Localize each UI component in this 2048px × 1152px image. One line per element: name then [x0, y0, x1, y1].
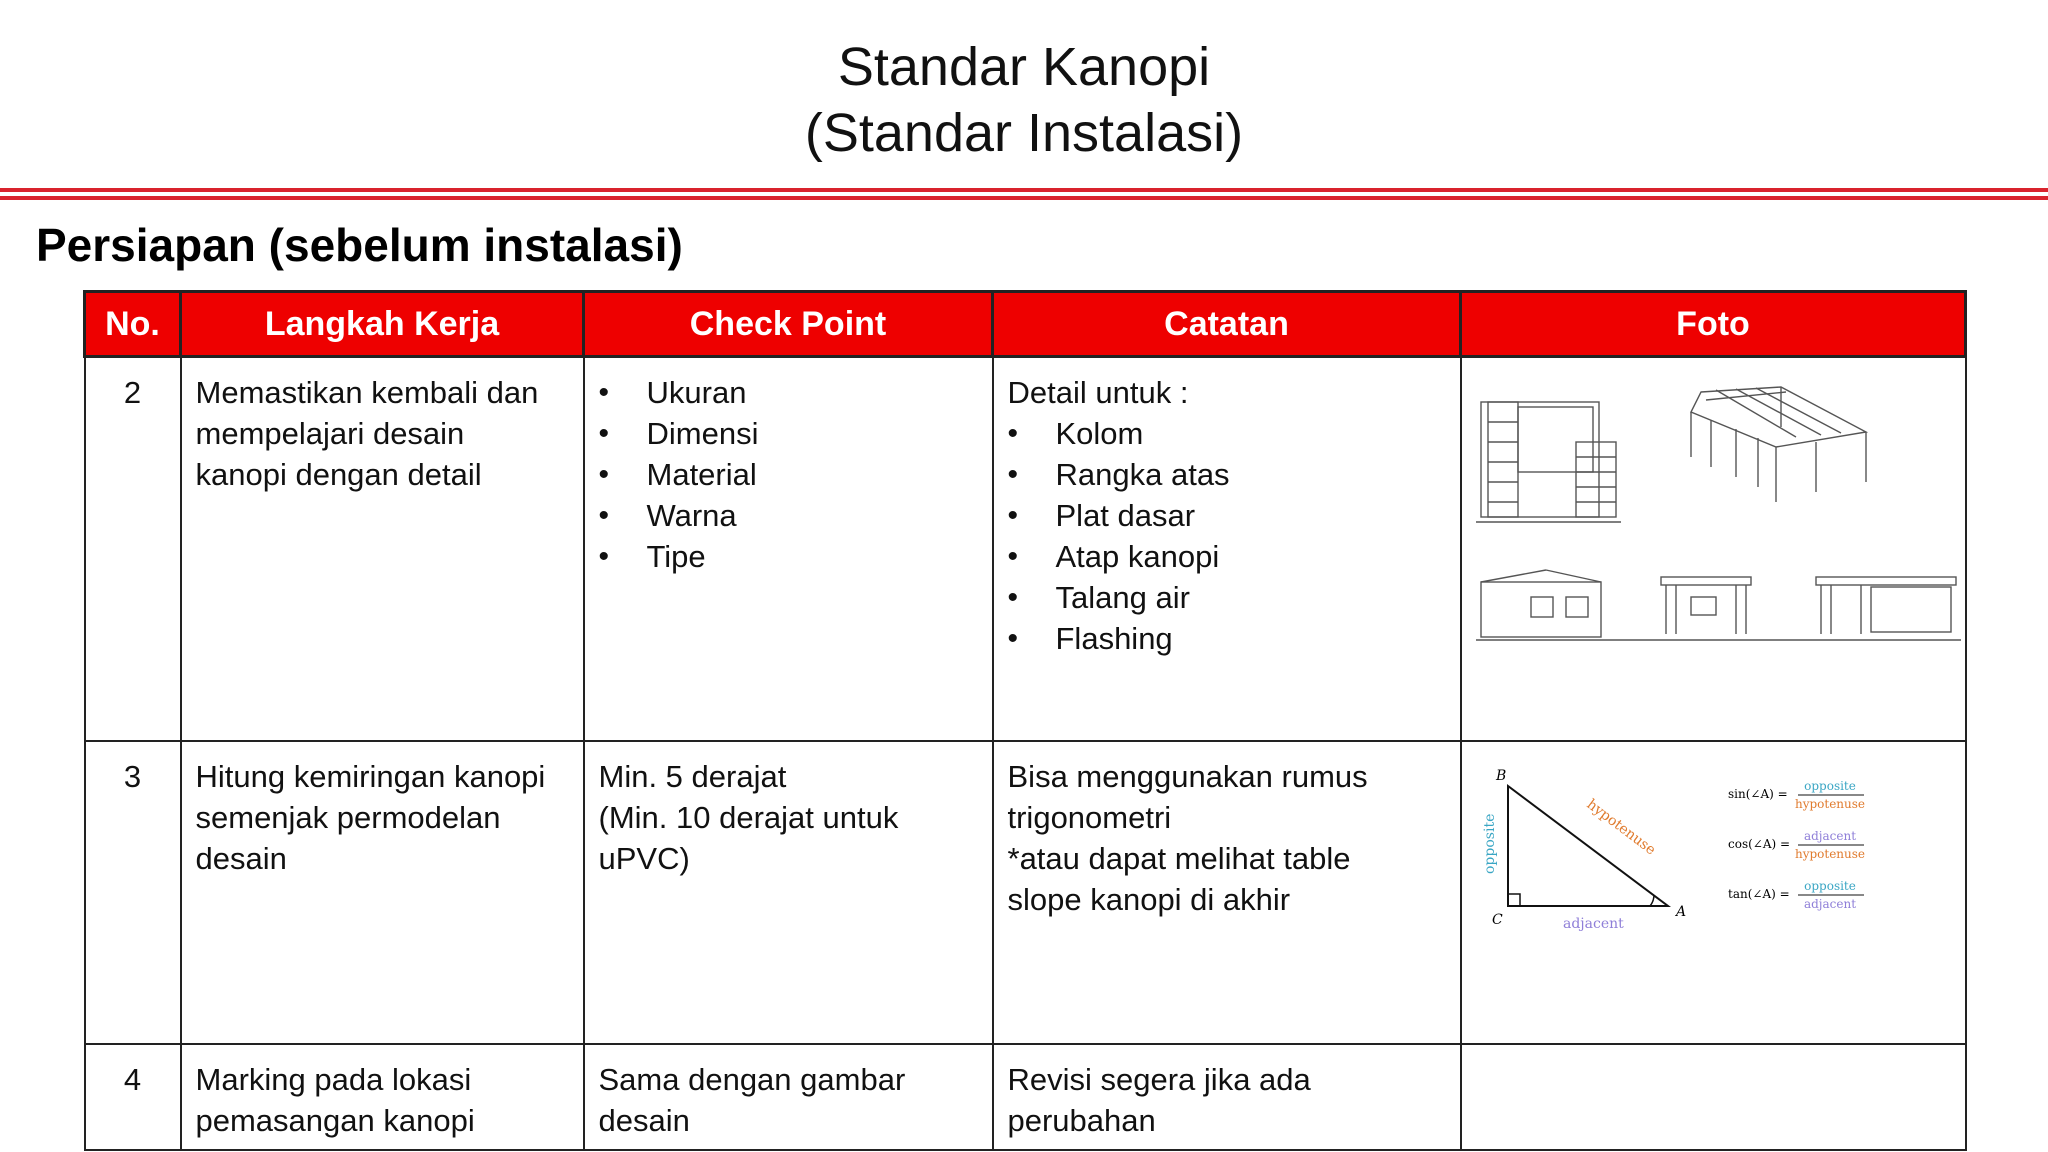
checkpoint-line: desain [598, 1102, 690, 1138]
foto-cell [1461, 741, 1966, 1044]
foto-cell [1461, 357, 1966, 741]
list-item: • Plat dasar [1008, 495, 1446, 536]
list-item: • Material [599, 454, 978, 495]
list-item: • Rangka atas [1008, 454, 1446, 495]
langkah-cell [181, 741, 584, 1044]
tan-denominator: adjacent [1803, 896, 1857, 911]
vertex-label-c: C [1492, 911, 1503, 928]
catatan-cell [993, 1044, 1461, 1150]
sin-denominator: hypotenuse [1794, 796, 1866, 811]
catatan-line: slope kanopi di akhir [1007, 881, 1291, 917]
foto-cell-empty [1461, 1044, 1966, 1150]
checkpoint-list [599, 372, 978, 577]
sin-formula-label: sin(∠A) = [1728, 786, 1788, 801]
checkpoint-line: Sama dengan gambar [598, 1061, 906, 1097]
list-item: • Tipe [599, 536, 978, 577]
trigonometry-diagram-image [1478, 756, 1948, 956]
catatan-line: Bisa menggunakan rumus [1007, 758, 1368, 794]
catatan-cell [993, 357, 1461, 741]
side-label-opposite: opposite [1482, 813, 1498, 874]
catatan-list [1008, 413, 1446, 659]
checkpoint-cell [584, 1044, 993, 1150]
column-header-catatan: Catatan [993, 292, 1461, 357]
langkah-line: mempelajari desain [195, 416, 465, 451]
catatan-line: trigonometri [1007, 799, 1172, 835]
cos-formula-label: cos(∠A) = [1728, 836, 1791, 851]
tan-formula-label: tan(∠A) = [1728, 886, 1790, 901]
langkah-line: kanopi dengan detail [195, 457, 482, 492]
vertex-label-a: A [1676, 903, 1687, 920]
column-header-checkpoint: Check Point [584, 292, 993, 357]
table-row [85, 741, 1966, 1044]
checkpoint-line: Min. 5 derajat [598, 758, 787, 794]
header-divider-top [0, 188, 2048, 192]
langkah-line: Memastikan kembali dan [195, 375, 539, 410]
langkah-cell [181, 357, 584, 741]
langkah-line: Hitung kemiringan kanopi [195, 758, 546, 794]
list-item: • Kolom [1008, 413, 1446, 454]
sin-numerator: opposite [1804, 778, 1856, 793]
checkpoint-cell [584, 741, 993, 1044]
cos-denominator: hypotenuse [1794, 846, 1866, 861]
catatan-intro: Detail untuk : [1007, 375, 1189, 410]
list-item: • Warna [599, 495, 978, 536]
side-label-hypotenuse: hypotenuse [1583, 795, 1659, 858]
checkpoint-cell [584, 357, 993, 741]
list-item: • Ukuran [599, 372, 978, 413]
langkah-line: desain [195, 840, 287, 876]
langkah-line: Marking pada lokasi [195, 1061, 472, 1097]
table-header-row [85, 292, 1966, 357]
table-row [85, 1044, 1966, 1150]
vertex-label-b: B [1496, 767, 1507, 784]
column-header-foto: Foto [1461, 292, 1966, 357]
list-item: • Dimensi [599, 413, 978, 454]
langkah-line: semenjak permodelan [195, 799, 501, 835]
langkah-line: pemasangan kanopi [195, 1102, 475, 1138]
header-divider-bottom [0, 196, 2048, 200]
slide-title [0, 34, 2048, 166]
langkah-cell [181, 1044, 584, 1150]
slide-title-line2: (Standar Instalasi) [804, 103, 1244, 163]
checkpoint-line: (Min. 10 derajat untuk [598, 799, 899, 835]
tan-numerator: opposite [1804, 878, 1856, 893]
cos-numerator: adjacent [1803, 828, 1857, 843]
catatan-cell [993, 741, 1461, 1044]
catatan-line: perubahan [1007, 1102, 1156, 1138]
catatan-line: *atau dapat melihat table [1007, 840, 1351, 876]
section-title: Persiapan (sebelum instalasi) [36, 219, 683, 271]
canopy-drawings-image [1476, 372, 1966, 672]
checkpoint-line: uPVC) [598, 840, 690, 876]
slide-title-line1: Standar Kanopi [837, 37, 1211, 97]
row-number: 4 [85, 1044, 181, 1150]
list-item: • Flashing [1008, 618, 1446, 659]
side-label-adjacent: adjacent [1563, 915, 1624, 932]
row-number: 2 [85, 357, 181, 741]
list-item: • Talang air [1008, 577, 1446, 618]
table-row [85, 357, 1966, 741]
catatan-line: Revisi segera jika ada [1007, 1061, 1311, 1097]
list-item: • Atap kanopi [1008, 536, 1446, 577]
column-header-no: No. [85, 292, 181, 357]
steps-table [83, 290, 1967, 1151]
row-number: 3 [85, 741, 181, 1044]
column-header-langkah: Langkah Kerja [181, 292, 584, 357]
